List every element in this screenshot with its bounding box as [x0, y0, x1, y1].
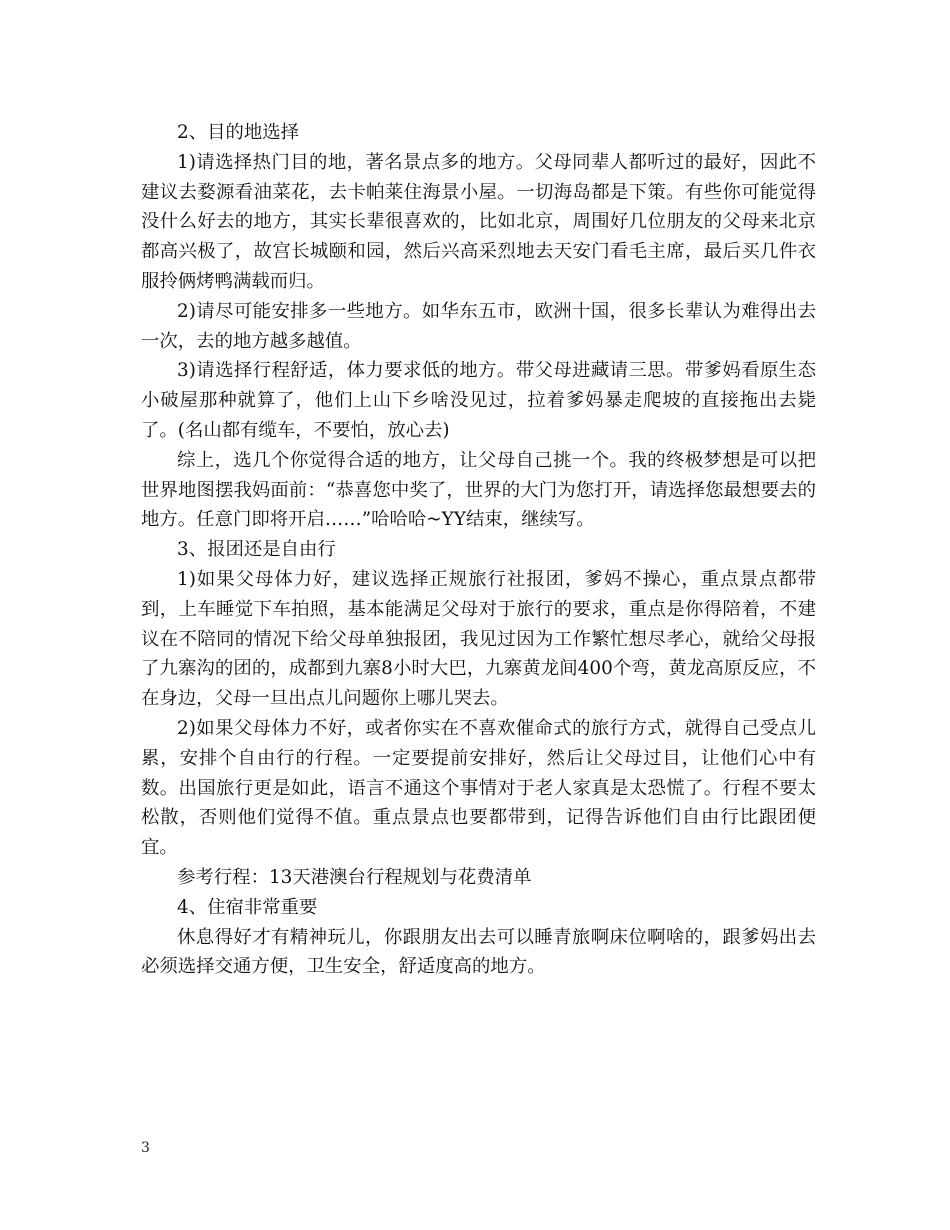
document-body	[141, 118, 816, 982]
page-number: 3	[141, 1140, 150, 1156]
paragraph-reference-itinerary: 参考行程：13天港澳台行程规划与花费清单	[177, 866, 532, 888]
section-heading-tour-or-independent: 3、报团还是自由行	[177, 539, 336, 561]
paragraph-more-places: 2)请尽可能安排多一些地方。如华东五市，欧洲十国，很多长辈认为难得出去一次，去的地方越多越值。	[141, 300, 816, 352]
paragraph-accommodation: 休息得好才有精神玩儿，你跟朋友出去可以睡青旅啊床位啊啥的，跟爹妈出去必须选择交通方便，卫生安全，舒适度高的地方。	[141, 926, 816, 978]
paragraph-comfortable-itinerary: 3)请选择行程舒适，体力要求低的地方。带父母进藏请三思。带爹妈看原生态小破屋那种就算了，他们上山下乡啥没见过，拉着爹妈暴走爬坡的直接拖出去毙了。(名山都有缆车，不要怕，放心去)	[141, 360, 816, 441]
paragraph-independent-travel: 2)如果父母体力不好，或者你实在不喜欢催命式的旅行方式，就得自己受点儿累，安排个自由行的行程。一定要提前安排好，然后让父母过目，让他们心中有数。出国旅行更是如此，语言不通这个事情对于老人家真是太恐慌了。行程不要太松散，否则他们觉得不值。重点景点也要都带到，记得告诉他们自由行比跟团便宜。	[141, 717, 816, 859]
paragraph-group-tour: 1)如果父母体力好，建议选择正规旅行社报团，爹妈不操心，重点景点都带到，上车睡觉下车拍照，基本能满足父母对于旅行的要求，重点是你得陪着，不建议在不陪同的情况下给父母单独报团，我见过因为工作繁忙想尽孝心，就给父母报了九寨沟的团的，成都到九寨8小时大巴，九寨黄龙间400个弯，黄龙高原反应，不在身边，父母一旦出点儿问题你上哪儿哭去。	[141, 568, 816, 710]
paragraph-popular-destinations: 1)请选择热门目的地，著名景点多的地方。父母同辈人都听过的最好，因此不建议去婺源看油菜花，去卡帕莱住海景小屋。一切海岛都是下策。有些你可能觉得没什么好去的地方，其实长辈很喜欢的，比如北京，周围好几位朋友的父母来北京都高兴极了，故宫长城颐和园，然后兴高采烈地去天安门看毛主席，最后买几件衣服拎俩烤鸭满载而归。	[141, 151, 816, 292]
section-heading-destination: 2、目的地选择	[177, 122, 300, 143]
section-heading-accommodation: 4、住宿非常重要	[177, 896, 318, 918]
paragraph-summary: 综上，选几个你觉得合适的地方，让父母自己挑一个。我的终极梦想是可以把世界地图摆我妈面前：“恭喜您中奖了，世界的大门为您打开，请选择您最想要去的地方。任意门即将开启……”哈哈哈~YY结束，继续写。	[141, 449, 816, 531]
